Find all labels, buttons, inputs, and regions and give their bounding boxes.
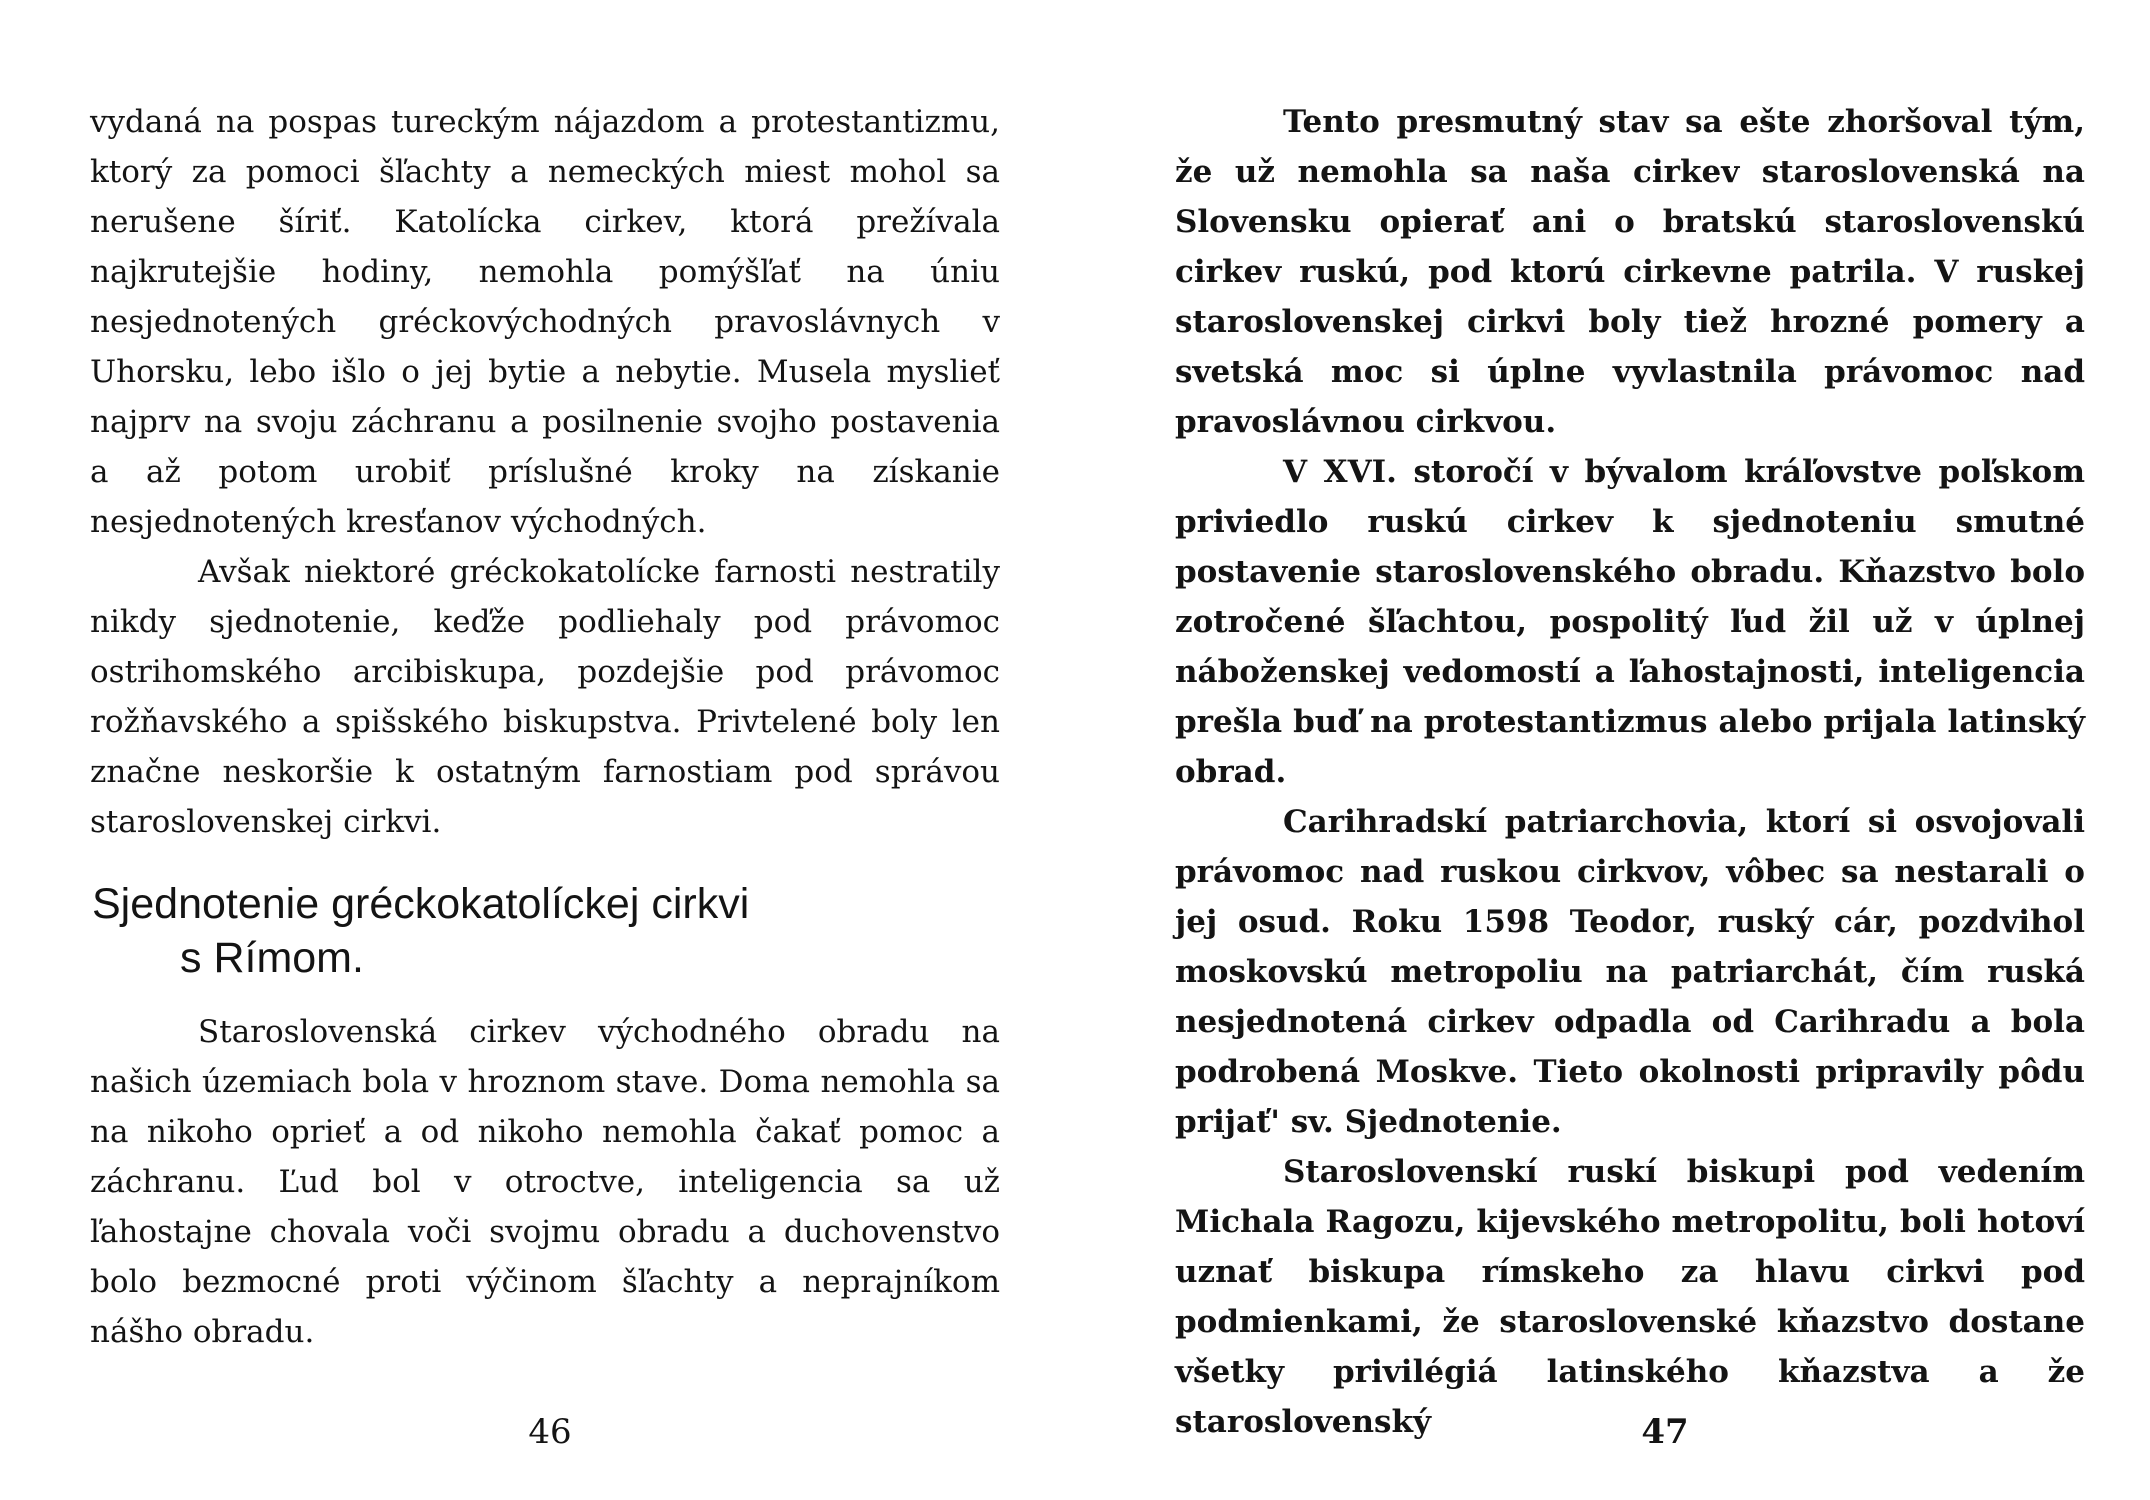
left-text-top <box>90 97 1000 847</box>
right-text <box>1175 97 2085 1447</box>
right-paragraph-4: Staroslovenskí ruskí biskupi pod vedením Michala Ragozu, kijevského metropolitu, boli hotoví uznať biskupa rímskeho za hlavu cirkvi pod podmienkami, že staroslovenské kňazstvo dostane všetky privilégiá latinského kňazstva a že staroslovenský <box>1175 1154 2085 1440</box>
section-heading <box>92 877 1002 985</box>
right-page <box>1075 0 2150 1500</box>
left-paragraph-1: vydaná na pospas tureckým nájazdom a protestantizmu, ktorý za pomoci šľachty a nemeckých miest mohol sa nerušene šíriť. Katolícka cirkev, ktorá prežívala najkrutejšie hodiny, nemohla pomýšľať na úniu nesjednotených gréckovýchodných pravoslávnych v Uhorsku, lebo išlo o jej bytie a nebytie. Musela myslieť najprv na svoju záchranu a posilnenie svojho postavenia a až potom urobiť príslušné kroky na získanie nesjednotených kresťanov východných. <box>90 104 1000 540</box>
left-text-bottom <box>90 1007 1000 1357</box>
page-number-right: 47 <box>1641 1412 1689 1452</box>
left-paragraph-2: Avšak niektoré gréckokatolícke farnosti nestratily nikdy sjednotenie, keďže podliehaly pod právomoc ostrihomského arcibiskupa, pozdejšie pod právomoc rožňavského a spišského biskupstva. Privtelené boly len značne neskoršie k ostatným farnostiam pod správou staroslovenskej cirkvi. <box>90 554 1000 840</box>
page-number-left: 46 <box>528 1412 572 1452</box>
section-heading-line-1: Sjednotenie gréckokatolíckej cirkvi <box>92 880 750 928</box>
section-heading-line-2: s Rímom. <box>180 934 364 982</box>
right-paragraph-3: Carihradskí patriarchovia, ktorí si osvojovali právomoc nad ruskou cirkvov, vôbec sa nestarali o jej osud. Roku 1598 Teodor, ruský cár, pozdvihol moskovskú metropoliu na patriarchát, čím ruská nesjednotená cirkev odpadla od Carihradu a bola podrobená Moskve. Tieto okolnosti pripravily pôdu prijať' sv. Sjednotenie. <box>1175 804 2085 1140</box>
right-paragraph-2: V XVI. storočí v bývalom kráľovstve poľskom priviedlo ruskú cirkev k sjednoteniu smutné postavenie staroslovenského obradu. Kňazstvo bolo zotročené šľachtou, pospolitý ľud žil už v úplnej náboženskej vedomostí a ľahostajnosti, inteligencia prešla buď na protestantizmus alebo prijala latinský obrad. <box>1175 454 2085 790</box>
right-paragraph-1: Tento presmutný stav sa ešte zhoršoval tým, že už nemohla sa naša cirkev staroslovenská na Slovensku opierať ani o bratskú staroslovenskú cirkev ruskú, pod ktorú cirkevne patrila. V ruskej staroslovenskej cirkvi boly tiež hrozné pomery a svetská moc si úplne vyvlastnila právomoc nad pravoslávnou cirkvou. <box>1175 104 2085 440</box>
left-paragraph-3: Staroslovenská cirkev východného obradu na našich územiach bola v hroznom stave. Doma nemohla sa na nikoho oprieť a od nikoho nemohla čakať pomoc a záchranu. Ľud bol v otroctve, inteligencia sa už ľahostajne chovala voči svojmu obradu a duchovenstvo bolo bezmocné proti výčinom šľachty a neprajníkom nášho obradu. <box>90 1014 1000 1350</box>
